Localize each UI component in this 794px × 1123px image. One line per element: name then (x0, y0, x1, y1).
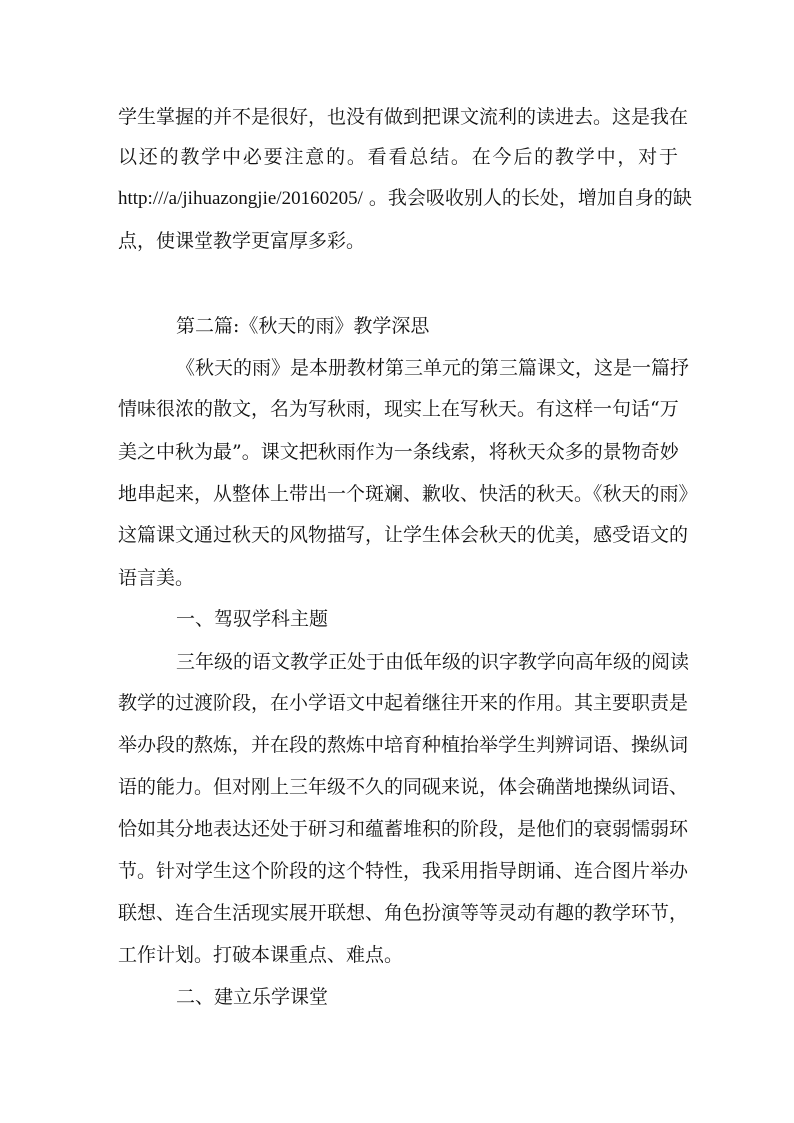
paragraph-line: 点，使课堂教学更富厚多彩。 (118, 230, 366, 252)
paragraph-line: 语的能力。但对刚上三年级不久的同砚来说，体会确凿地操纵词语、 (118, 776, 689, 798)
paragraph-line: 节。针对学生这个阶段的这个特性，我采用指导朗诵、连合图片举办 (118, 860, 689, 882)
section-heading: 第二篇:《秋天的雨》教学深思 (176, 315, 430, 337)
paragraph-line: 工作计划。打破本课重点、难点。 (118, 944, 404, 966)
subsection-title: 一、驾驭学科主题 (176, 608, 329, 630)
paragraph-line: 语言美。 (118, 567, 195, 589)
url-link[interactable]: http:///a/jihuazongjie/20160205/ (118, 188, 363, 209)
paragraph-line: http:///a/jihuazongjie/20160205/ 。我会吸收别人的长处，增加自身的缺 (118, 187, 692, 209)
paragraph-line: 以还的教学中必要注意的。看看总结。在今后的教学中，对于 (118, 146, 678, 168)
paragraph-line: 《秋天的雨》是本册教材第三单元的第三篇课文，这是一篇抒 (176, 357, 690, 379)
paragraph-line: 三年级的语文教学正处于由低年级的识字教学向高年级的阅读 (176, 651, 690, 673)
paragraph-line: 这篇课文通过秋天的风物描写，让学生体会秋天的优美，感受语文的 (118, 524, 689, 546)
paragraph-line: 地串起来，从整体上带出一个斑斓、歉收、快活的秋天。《秋天的雨》 (118, 483, 698, 505)
paragraph-line: 举办段的熬炼，并在段的熬炼中培育种植抬举学生判辨词语、操纵词 (118, 734, 689, 756)
paragraph-line: 恰如其分地表达还处于研习和蕴蓄堆积的阶段，是他们的衰弱懦弱环 (118, 818, 689, 840)
paragraph-line: 学生掌握的并不是很好，也没有做到把课文流利的读进去。这是我在 (118, 106, 689, 128)
paragraph-line: 美之中秋为最”。课文把秋雨作为一条线索，将秋天众多的景物奇妙 (118, 441, 679, 463)
paragraph-line: 情味很浓的散文，名为写秋雨，现实上在写秋天。有这样一句话“万 (118, 398, 679, 420)
paragraph-line: 教学的过渡阶段，在小学语文中起着继往开来的作用。其主要职责是 (118, 692, 689, 714)
subsection-title: 二、建立乐学课堂 (176, 986, 329, 1008)
paragraph-line: 联想、连合生活现实展开联想、角色扮演等等灵动有趣的教学环节， (118, 902, 689, 924)
